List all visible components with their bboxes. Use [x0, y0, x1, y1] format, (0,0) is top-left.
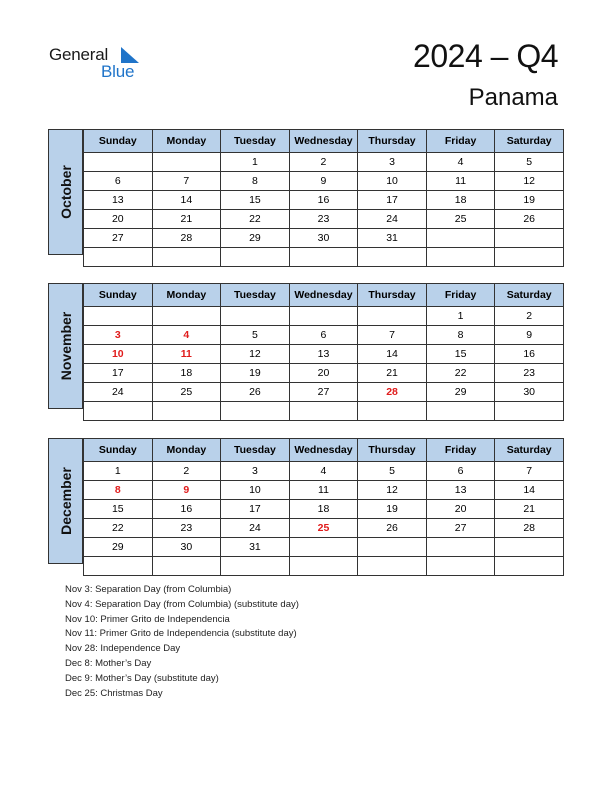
day-cell: 9 — [495, 326, 564, 345]
day-cell: 13 — [426, 481, 495, 500]
day-cell: 3 — [358, 153, 427, 172]
month-side-label — [48, 129, 83, 255]
holiday-note: Nov 10: Primer Grito de Independencia — [65, 613, 230, 625]
day-cell — [358, 557, 427, 576]
weekday-header: Sunday — [84, 284, 153, 307]
day-cell: 28 — [152, 229, 221, 248]
page-title: 2024 – Q4 — [413, 38, 558, 74]
holiday-notes — [65, 583, 299, 701]
weekday-header-row — [84, 284, 564, 307]
day-cell — [84, 153, 153, 172]
day-cell — [289, 538, 358, 557]
day-cell — [152, 402, 221, 421]
day-cell: 1 — [84, 462, 153, 481]
weekday-header-row — [84, 439, 564, 462]
generalblue-logo — [49, 45, 149, 85]
day-cell: 8 — [426, 326, 495, 345]
day-cell: 3 — [221, 462, 290, 481]
day-cell: 22 — [426, 364, 495, 383]
day-cell: 27 — [426, 519, 495, 538]
logo-text-general: General — [49, 45, 109, 64]
day-cell: 8 — [221, 172, 290, 191]
holiday-day-cell: 3 — [84, 326, 153, 345]
day-cell — [152, 153, 221, 172]
day-cell — [84, 248, 153, 267]
day-cell: 25 — [426, 210, 495, 229]
day-cell: 2 — [495, 307, 564, 326]
day-cell: 19 — [495, 191, 564, 210]
day-cell: 21 — [358, 364, 427, 383]
week-row — [84, 326, 564, 345]
weekday-header: Tuesday — [221, 130, 290, 153]
day-cell: 30 — [289, 229, 358, 248]
weekday-header: Wednesday — [289, 130, 358, 153]
week-row — [84, 364, 564, 383]
holiday-day-cell: 4 — [152, 326, 221, 345]
day-cell: 5 — [358, 462, 427, 481]
weekday-header: Friday — [426, 130, 495, 153]
weekday-header-row — [84, 130, 564, 153]
day-cell: 23 — [495, 364, 564, 383]
holiday-note: Nov 11: Primer Grito de Independencia (substitute day) — [65, 628, 297, 640]
month-calendar-december — [48, 438, 564, 564]
weekday-header: Tuesday — [221, 439, 290, 462]
month-grid — [83, 283, 564, 421]
weekday-header: Sunday — [84, 130, 153, 153]
day-cell — [221, 402, 290, 421]
day-cell — [289, 557, 358, 576]
day-cell: 12 — [358, 481, 427, 500]
day-cell — [495, 248, 564, 267]
day-cell: 6 — [289, 326, 358, 345]
month-calendar-october — [48, 129, 564, 255]
weekday-header: Monday — [152, 284, 221, 307]
day-cell: 1 — [426, 307, 495, 326]
weekday-header: Wednesday — [289, 284, 358, 307]
weekday-header: Monday — [152, 130, 221, 153]
month-side-label — [48, 438, 83, 564]
day-cell — [289, 307, 358, 326]
day-cell: 29 — [426, 383, 495, 402]
week-row — [84, 519, 564, 538]
day-cell: 18 — [426, 191, 495, 210]
day-cell — [152, 557, 221, 576]
weekday-header: Tuesday — [221, 284, 290, 307]
weekday-header: Saturday — [495, 439, 564, 462]
day-cell: 4 — [289, 462, 358, 481]
month-grid — [83, 438, 564, 576]
day-cell — [495, 538, 564, 557]
holiday-day-cell: 10 — [84, 345, 153, 364]
day-cell: 1 — [221, 153, 290, 172]
day-cell — [289, 402, 358, 421]
day-cell: 10 — [358, 172, 427, 191]
holiday-day-cell: 25 — [289, 519, 358, 538]
holiday-day-cell: 8 — [84, 481, 153, 500]
day-cell: 7 — [495, 462, 564, 481]
day-cell: 23 — [152, 519, 221, 538]
day-cell — [426, 538, 495, 557]
holiday-note: Dec 9: Mother’s Day (substitute day) — [65, 672, 219, 684]
day-cell — [289, 248, 358, 267]
day-cell — [84, 402, 153, 421]
day-cell: 5 — [221, 326, 290, 345]
weekday-header: Monday — [152, 439, 221, 462]
week-row — [84, 172, 564, 191]
day-cell — [426, 248, 495, 267]
day-cell: 5 — [495, 153, 564, 172]
day-cell — [426, 557, 495, 576]
week-row — [84, 538, 564, 557]
day-cell: 30 — [152, 538, 221, 557]
day-cell: 27 — [289, 383, 358, 402]
day-cell: 18 — [289, 500, 358, 519]
weekday-header: Sunday — [84, 439, 153, 462]
day-cell: 12 — [495, 172, 564, 191]
day-cell: 6 — [84, 172, 153, 191]
day-cell: 24 — [221, 519, 290, 538]
day-cell: 21 — [495, 500, 564, 519]
day-cell: 24 — [84, 383, 153, 402]
day-cell — [152, 307, 221, 326]
day-cell: 28 — [495, 519, 564, 538]
week-row — [84, 462, 564, 481]
day-cell: 6 — [426, 462, 495, 481]
day-cell: 26 — [495, 210, 564, 229]
day-cell: 14 — [358, 345, 427, 364]
logo-text-blue: Blue — [101, 62, 135, 81]
day-cell: 7 — [358, 326, 427, 345]
day-cell: 12 — [221, 345, 290, 364]
holiday-note: Dec 8: Mother’s Day — [65, 657, 152, 669]
holiday-note: Nov 28: Independence Day — [65, 643, 181, 655]
weekday-header: Thursday — [358, 130, 427, 153]
day-cell — [152, 248, 221, 267]
week-row — [84, 153, 564, 172]
country-name: Panama — [468, 84, 558, 111]
day-cell: 7 — [152, 172, 221, 191]
day-cell — [84, 557, 153, 576]
day-cell: 2 — [152, 462, 221, 481]
month-side-label — [48, 283, 83, 409]
day-cell: 30 — [495, 383, 564, 402]
day-cell — [221, 557, 290, 576]
week-row — [84, 383, 564, 402]
weekday-header: Friday — [426, 439, 495, 462]
day-cell: 2 — [289, 153, 358, 172]
week-row — [84, 248, 564, 267]
day-cell: 16 — [152, 500, 221, 519]
day-cell: 19 — [358, 500, 427, 519]
weekday-header: Wednesday — [289, 439, 358, 462]
day-cell — [221, 248, 290, 267]
day-cell — [358, 538, 427, 557]
day-cell: 14 — [152, 191, 221, 210]
holiday-note: Nov 3: Separation Day (from Columbia) — [65, 584, 232, 595]
month-calendar-november — [48, 283, 564, 409]
day-cell: 29 — [221, 229, 290, 248]
day-cell: 10 — [221, 481, 290, 500]
day-cell — [358, 307, 427, 326]
day-cell: 15 — [221, 191, 290, 210]
day-cell: 20 — [426, 500, 495, 519]
holiday-day-cell: 11 — [152, 345, 221, 364]
day-cell: 11 — [289, 481, 358, 500]
week-row — [84, 481, 564, 500]
day-cell — [358, 248, 427, 267]
day-cell: 11 — [426, 172, 495, 191]
day-cell: 25 — [152, 383, 221, 402]
week-row — [84, 557, 564, 576]
day-cell — [84, 307, 153, 326]
weekday-header: Saturday — [495, 284, 564, 307]
day-cell: 22 — [84, 519, 153, 538]
day-cell — [495, 402, 564, 421]
month-name: December — [57, 467, 74, 535]
week-row — [84, 191, 564, 210]
week-row — [84, 402, 564, 421]
holiday-note: Nov 4: Separation Day (from Columbia) (substitute day) — [65, 598, 299, 610]
day-cell: 23 — [289, 210, 358, 229]
day-cell: 29 — [84, 538, 153, 557]
holiday-day-cell: 9 — [152, 481, 221, 500]
day-cell: 9 — [289, 172, 358, 191]
day-cell — [221, 307, 290, 326]
day-cell: 15 — [426, 345, 495, 364]
day-cell: 20 — [84, 210, 153, 229]
weekday-header: Thursday — [358, 439, 427, 462]
day-cell: 26 — [221, 383, 290, 402]
day-cell: 19 — [221, 364, 290, 383]
day-cell: 20 — [289, 364, 358, 383]
week-row — [84, 500, 564, 519]
day-cell: 17 — [358, 191, 427, 210]
weekday-header: Friday — [426, 284, 495, 307]
day-cell — [426, 229, 495, 248]
week-row — [84, 229, 564, 248]
day-cell: 16 — [289, 191, 358, 210]
weekday-header: Saturday — [495, 130, 564, 153]
day-cell — [358, 402, 427, 421]
day-cell: 24 — [358, 210, 427, 229]
day-cell: 31 — [221, 538, 290, 557]
day-cell: 13 — [84, 191, 153, 210]
month-grid — [83, 129, 564, 267]
month-name: October — [57, 165, 74, 219]
day-cell: 17 — [84, 364, 153, 383]
week-row — [84, 307, 564, 326]
month-name: November — [57, 311, 74, 381]
day-cell: 26 — [358, 519, 427, 538]
day-cell: 16 — [495, 345, 564, 364]
day-cell: 4 — [426, 153, 495, 172]
week-row — [84, 345, 564, 364]
day-cell: 22 — [221, 210, 290, 229]
day-cell: 17 — [221, 500, 290, 519]
day-cell — [495, 229, 564, 248]
holiday-day-cell: 28 — [358, 383, 427, 402]
day-cell: 14 — [495, 481, 564, 500]
day-cell: 27 — [84, 229, 153, 248]
weekday-header: Thursday — [358, 284, 427, 307]
week-row — [84, 210, 564, 229]
holiday-note: Dec 25: Christmas Day — [65, 687, 163, 699]
day-cell: 15 — [84, 500, 153, 519]
logo-triangle-icon — [121, 47, 141, 63]
day-cell: 13 — [289, 345, 358, 364]
day-cell — [495, 557, 564, 576]
day-cell: 21 — [152, 210, 221, 229]
day-cell: 31 — [358, 229, 427, 248]
day-cell: 18 — [152, 364, 221, 383]
day-cell — [426, 402, 495, 421]
